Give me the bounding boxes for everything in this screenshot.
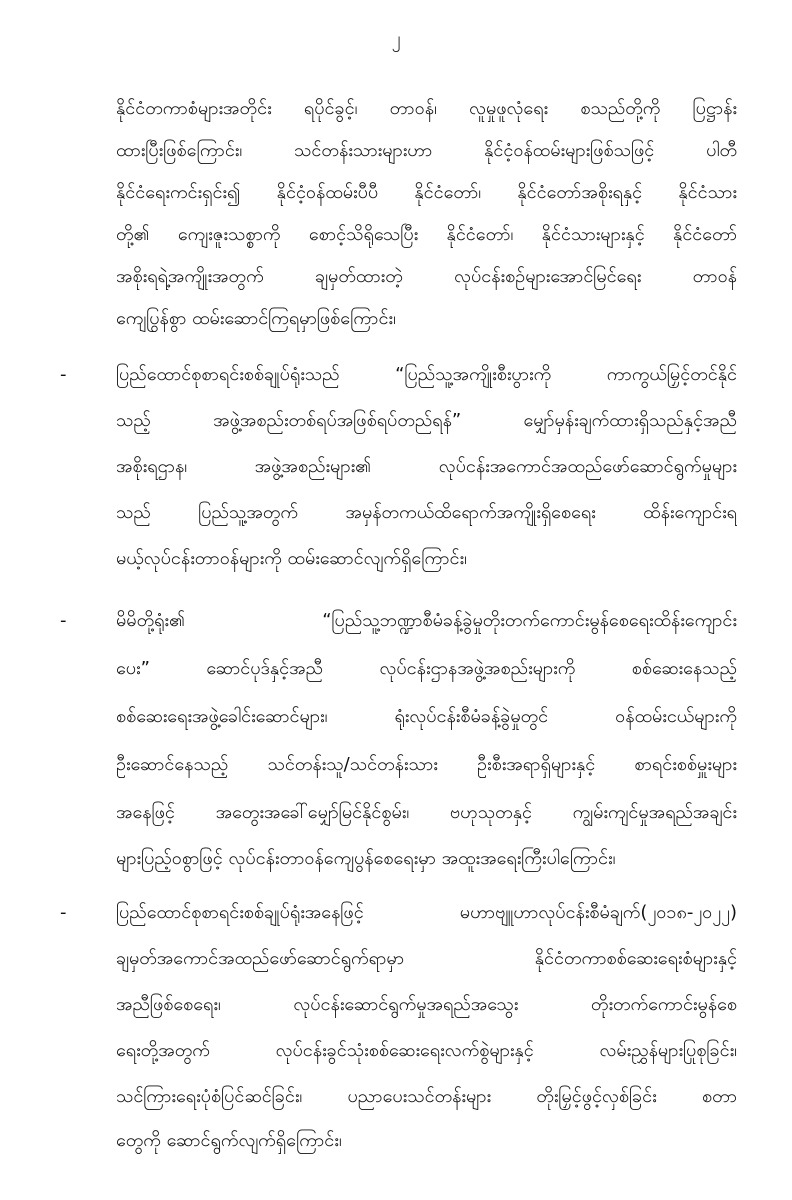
paragraph-line: တို့၏ ကျေးဇူးသစ္စာကို စောင့်သိရိုသေပြီး နိုင်ငံတော်၊ နိုင်ငံသားများနှင့် နိုင်ငံတော် <box>116 224 737 245</box>
list-bullet: - <box>60 902 67 923</box>
paragraph-line: ချမှတ်အကောင်အထည်ဖော်ဆောင်ရွက်ရာမှာ နိုင်ငံတကာစစ်ဆေးရေးစံများနှင့် <box>116 948 737 969</box>
paragraph-line: များပြည့်ဝစွာဖြင့် လုပ်ငန်းတာဝန်ကျေပွန်စေရေးမှာ အထူးအရေးကြီးပါကြောင်း၊ <box>116 848 616 869</box>
paragraph-line: တွေကို ဆောင်ရွက်လျက်ရှိကြောင်း၊ <box>116 1130 342 1151</box>
list-bullet: - <box>60 610 67 631</box>
paragraph-line: နိုင်ငံတကာစံများအတိုင်း ရပိုင်ခွင့်၊ တာဝန်၊ လူမှုဖူလုံရေး စသည်တို့ကို ပြဋ္ဌာန်း <box>116 98 737 119</box>
paragraph-line: သည် ပြည်သူ့အတွက် အမှန်တကယ်ထိရောက်အကျိုးရှိစေရေး ထိန်းကျောင်းရ <box>116 502 737 523</box>
paragraph-line: ပေး” ဆောင်ပုဒ်နှင့်အညီ လုပ်ငန်းဌာနအဖွဲ့အစည်းများကို စစ်ဆေးနေသည့် <box>116 658 737 679</box>
paragraph-line: အစိုးရဌာန၊ အဖွဲ့အစည်းများ၏ လုပ်ငန်းအကောင်အထည်ဖော်ဆောင်ရွက်မှုများ <box>116 456 737 477</box>
paragraph-line: ဦးဆောင်နေသည့် သင်တန်းသူ/သင်တန်းသား ဦးစီးအရာရှိများနှင့် စာရင်းစစ်မှူးများ <box>116 754 737 775</box>
paragraph-line: စစ်ဆေးရေးအဖွဲ့ခေါင်းဆောင်များ၊ ရုံးလုပ်ငန်းစီမံခန့်ခွဲမှုတွင် ဝန်ထမ်းငယ်များကို <box>116 706 737 727</box>
paragraph-line: ပြည်ထောင်စုစာရင်းစစ်ချုပ်ရုံးသည် “ပြည်သူ့အကျိုးစီးပွားကို ကာကွယ်မြှင့်တင်နိုင် <box>116 364 737 385</box>
paragraph-line: ထားပြီးဖြစ်ကြောင်း၊ သင်တန်းသားများဟာ နိုင်ငံ့ဝန်ထမ်းများဖြစ်သဖြင့် ပါတီ <box>116 140 737 161</box>
paragraph-line: ပြည်ထောင်စုစာရင်းစစ်ချုပ်ရုံးအနေဖြင့် မဟာဗျူဟာလုပ်ငန်းစီမံချက်(၂၀၁၈-၂၀၂၂) <box>116 902 737 923</box>
list-bullet: - <box>60 364 67 385</box>
page-number: ၂ <box>391 28 401 49</box>
paragraph-line: အနေဖြင့် အတွေးအခေါ်မျှော်မြင်နိုင်စွမ်း၊ ဗဟုသုတနှင့် ကျွမ်းကျင်မှုအရည်အချင်း <box>116 802 737 823</box>
paragraph-line: မယ့်လုပ်ငန်းတာဝန်များကို ထမ်းဆောင်လျက်ရှိကြောင်း၊ <box>116 548 467 569</box>
paragraph-line: ကျေပြွန်စွာ ထမ်းဆောင်ကြရမှာဖြစ်ကြောင်း၊ <box>116 308 396 329</box>
paragraph-line: အညီဖြစ်စေရေး၊ လုပ်ငန်းဆောင်ရွက်မှုအရည်အသွေး တိုးတက်ကောင်းမွန်စေ <box>116 994 737 1015</box>
paragraph-line: အစိုးရရဲ့အကျိုးအတွက် ချမှတ်ထားတဲ့ လုပ်ငန်းစဉ်များအောင်မြင်ရေး တာဝန် <box>116 266 737 287</box>
paragraph-line: မိမိတို့ရုံး၏ “ပြည်သူ့ဘဏ္ဍာစီမံခန့်ခွဲမှုတိုးတက်ကောင်းမွန်စေရေးထိန်းကျောင်း <box>116 610 737 631</box>
paragraph-line: နိုင်ငံရေးကင်းရှင်း၍ နိုင်ငံ့ဝန်ထမ်းပီပီ နိုင်ငံတော်၊ နိုင်ငံတော်အစိုးရနှင့် နိုင်ငံသား <box>116 182 737 203</box>
paragraph-line: သင်ကြားရေးပုံစံပြင်ဆင်ခြင်း၊ ပညာပေးသင်တန်းများ တိုးမြှင့်ဖွင့်လှစ်ခြင်း စတာ <box>116 1086 737 1107</box>
paragraph-line: သည့် အဖွဲ့အစည်းတစ်ရပ်အဖြစ်ရပ်တည်ရန်” မျှော်မှန်းချက်ထားရှိသည်နှင့်အညီ <box>116 410 737 431</box>
paragraph-line: ရေးတို့အတွက် လုပ်ငန်းခွင်သုံးစစ်ဆေးရေးလက်စွဲများနှင့် လမ်းညွှန်များပြုစုခြင်း၊ <box>116 1040 737 1061</box>
